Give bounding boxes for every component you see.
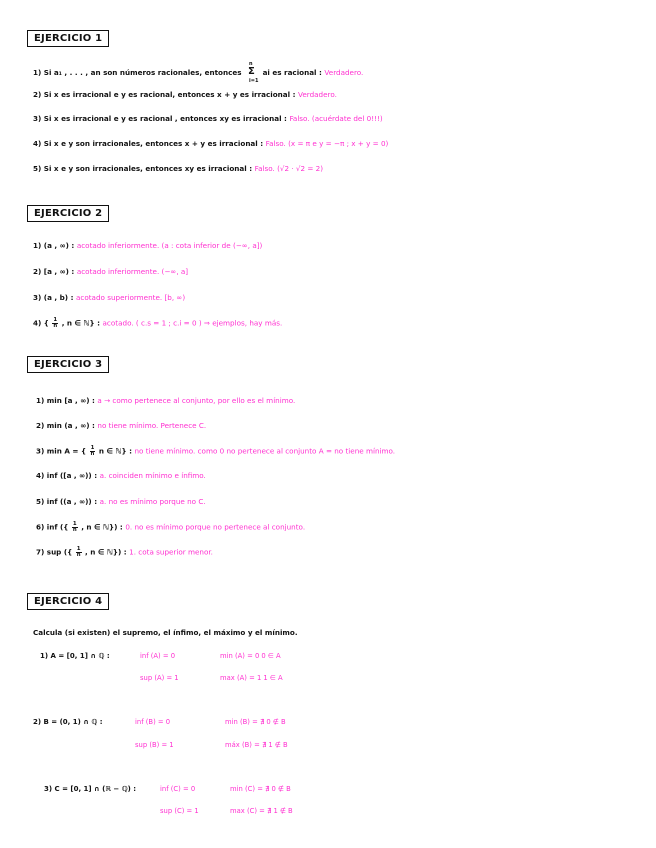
sum-symbol [246,61,259,84]
fraction-numerator: 1 [76,546,81,552]
ex4-set-a-label: 1) A = [0, 1] ∩ ℚ : [40,652,110,660]
ex2-item-2-question: 2) [a , ∞) : [33,267,75,276]
ex3-item-1-answer: a → como pertenece al conjunto, por ello es el mínimo. [97,396,296,405]
ex3-item-3-question-b: n ∈ ℕ} : [98,446,132,456]
fraction-one-over-n [90,446,96,457]
ex3-item-2 [36,421,206,431]
ex3-item-5-answer: a. no es mínimo porque no C. [99,497,206,506]
ex3-item-5 [36,497,206,507]
ex3-item-1 [36,396,295,406]
ex1-item-4-question: 4) Si x e y son irracionales, entonces x + y es irracional : [33,139,264,148]
ex1-item-4-answer: Falso. (x = π e y = −π ; x + y = 0) [265,139,389,148]
ex2-item-3 [33,293,185,303]
ex1-item-1 [33,61,364,84]
ex4-set-a-max: max (A) = 1 1 ∈ A [220,674,283,682]
exercise-3-title: EJERCICIO 3 [27,356,109,373]
sum-lower: i=1 [249,78,259,84]
fraction-denominator: n [90,451,95,458]
ex3-item-4 [36,471,206,481]
ex1-item-1-answer: Verdadero. [324,68,364,77]
ex4-set-b-inf: inf (B) = 0 [135,718,171,726]
ex3-item-4-answer: a. coinciden mínimo e ínfimo. [99,471,206,480]
ex4-set-b-sup: sup (B) = 1 [135,741,174,749]
ex3-item-6-question-a: 6) inf ({ [36,522,69,532]
ex4-intro: Calcula (si existen) el supremo, el ínfimo, el máximo y el mínimo. [33,628,298,637]
ex1-item-4 [33,139,388,149]
ex2-item-4 [33,318,282,329]
ex1-item-2-answer: Verdadero. [297,90,337,99]
fraction-numerator: 1 [90,445,95,451]
ex1-item-1-question-a: 1) Si a₁ , . . . , an son números racionales, entonces [33,68,242,77]
ex3-item-7-question-a: 7) sup ({ [36,547,73,557]
ex3-item-3 [36,446,395,457]
fraction-one-over-n [52,318,58,329]
ex3-item-3-answer: no tiene mínimo. como 0 no pertenece al conjunto A = no tiene mínimo. [134,446,396,456]
ex3-item-4-question: 4) inf ([a , ∞)) : [36,471,98,480]
exercise-1-title: EJERCICIO 1 [27,30,109,47]
ex4-set-b-max: máx (B) = ∄ 1 ∉ B [225,741,288,749]
ex3-item-6 [36,522,305,533]
ex4-set-c-inf: inf (C) = 0 [160,785,196,793]
exercise-4-title: EJERCICIO 4 [27,593,109,610]
ex1-item-2 [33,90,337,100]
ex3-item-5-question: 5) inf ((a , ∞)) : [36,497,98,506]
ex2-item-1 [33,241,262,251]
fraction-numerator: 1 [72,521,77,527]
ex1-item-5 [33,164,323,174]
ex4-set-a-sup: sup (A) = 1 [140,674,179,682]
ex3-item-7 [36,547,213,558]
ex2-item-4-question-b: , n ∈ ℕ} : [61,318,101,328]
ex2-item-4-answer: acotado. ( c.s = 1 ; c.i = 0 ) ⇒ ejemplos, hay más. [102,318,283,328]
fraction-numerator: 1 [53,317,58,323]
ex4-set-a-inf: inf (A) = 0 [140,652,176,660]
ex4-set-b-label: 2) B = (0, 1) ∩ ℚ : [33,718,103,726]
ex4-set-c-min: min (C) = ∄ 0 ∉ B [230,785,291,793]
ex1-item-1-question-b: ai es racional : [262,68,322,77]
ex4-set-b-min: min (B) = ∄ 0 ∉ B [225,718,286,726]
fraction-denominator: n [72,527,77,534]
fraction-denominator: n [53,323,58,330]
ex3-item-6-question-b: , n ∈ ℕ}) : [81,522,123,532]
ex3-item-7-question-b: , n ∈ ℕ}) : [85,547,127,557]
ex4-set-c-sup: sup (C) = 1 [160,807,199,815]
fraction-one-over-n [72,522,78,533]
sum-sign: Σ [248,66,255,77]
ex1-item-3 [33,114,383,124]
ex1-item-3-question: 3) Si x es irracional e y es racional , entonces xy es irracional : [33,114,287,123]
ex3-item-6-answer: 0. no es mínimo porque no pertenece al conjunto. [125,522,306,532]
ex3-item-2-answer: no tiene mínimo. Pertenece C. [97,421,207,430]
ex3-item-1-question: 1) min [a , ∞) : [36,396,95,405]
ex3-item-7-answer: 1. cota superior menor. [129,547,213,557]
ex1-item-5-question: 5) Si x e y son irracionales, entonces xy es irracional : [33,164,253,173]
ex2-item-2-answer: acotado inferiormente. (−∞, a] [76,267,189,276]
ex1-item-5-answer: Falso. (√2 · √2 = 2) [254,164,324,173]
fraction-one-over-n [76,547,82,558]
sum-upper: n [249,61,253,67]
ex3-item-3-question-a: 3) min A = { [36,446,87,456]
ex2-item-4-question-a: 4) { [33,318,49,328]
ex3-item-2-question: 2) min (a , ∞) : [36,421,95,430]
ex2-item-1-question: 1) (a , ∞) : [33,241,75,250]
exercise-2-title: EJERCICIO 2 [27,205,109,222]
ex2-item-3-question: 3) (a , b) : [33,293,74,302]
ex2-item-3-answer: acotado superiormente. [b, ∞) [75,293,186,302]
ex4-set-a-min: min (A) = 0 0 ∈ A [220,652,281,660]
ex1-item-2-question: 2) Si x es irracional e y es racional, entonces x + y es irracional : [33,90,296,99]
ex2-item-1-answer: acotado inferiormente. (a : cota inferior de (−∞, a]) [76,241,263,250]
ex4-set-c-max: max (C) = ∄ 1 ∉ B [230,807,293,815]
ex2-item-2 [33,267,188,277]
fraction-denominator: n [76,552,81,559]
ex4-set-c-label: 3) C = [0, 1] ∩ (ℝ − ℚ) : [44,785,137,793]
ex1-item-3-answer: Falso. (acuérdate del 0!!!) [289,114,383,123]
